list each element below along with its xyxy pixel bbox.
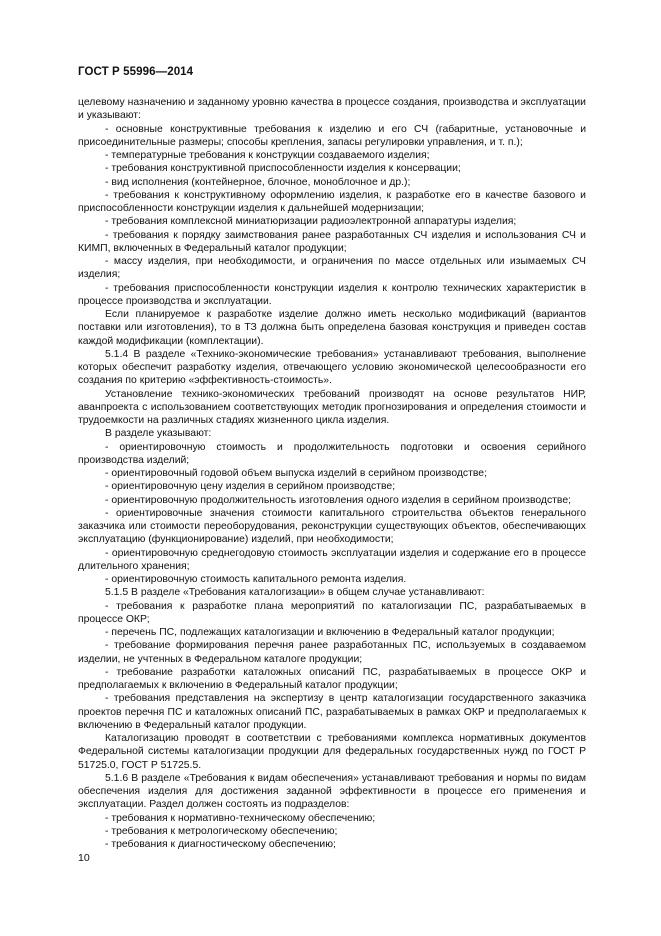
list-item: - требования к нормативно-техническому обеспечению; bbox=[105, 812, 376, 824]
list-item: - ориентировочную стоимость капитального ремонта изделия. bbox=[105, 574, 407, 585]
page-number: 10 bbox=[78, 852, 90, 864]
list-item: - требования к диагностическому обеспечению; bbox=[105, 839, 336, 850]
list-item: - требование разработки каталожных описаний ПС, разрабатываемых в процессе ОКР и предполагаемых к включению в Федеральный каталог продукции; bbox=[78, 666, 586, 691]
list-item: - требования к порядку заимствования ранее разработанных СЧ изделия и использования СЧ и КИМП, включенных в Федеральный каталог продукции; bbox=[78, 229, 586, 254]
list-item: - требования представления на экспертизу в центр каталогизации государственного заказчика проектов перечня ПС и каталожных описаний ПС, разрабатываемых в рамках ОКР и предполагаемых к включению в Федеральный каталог продукции. bbox=[78, 693, 586, 731]
document-header: ГОСТ Р 55996—2014 bbox=[78, 66, 194, 78]
document-body bbox=[78, 96, 586, 851]
list-item: - массу изделия, при необходимости, и ограничения по массе отдельных или изымаемых СЧ изделия; bbox=[78, 256, 586, 281]
list-item: - требование формирования перечня ранее разработанных ПС, используемых в создаваемом изделии, не учтенных в Федеральном каталоге продукции; bbox=[78, 640, 586, 665]
list-item: - требования конструктивной приспособленности изделия к консервации; bbox=[105, 163, 461, 175]
list-item: - требования приспособленности конструкции изделия к контролю технических характеристик в процессе производства и эксплуатации. bbox=[78, 282, 586, 307]
list-item: - требования комплексной миниатюризации радиоэлектронной аппаратуры изделия; bbox=[105, 216, 517, 228]
list-item: - ориентировочный годовой объем выпуска изделий в серийном производстве; bbox=[105, 468, 487, 479]
list-item: - требования к разработке плана мероприятий по каталогизации ПС, разрабатываемых в процессе ОКР; bbox=[78, 600, 586, 625]
list-item: - ориентировочную цену изделия в серийном производстве; bbox=[105, 481, 396, 493]
list-item: - требования к метрологическому обеспечению; bbox=[105, 825, 338, 837]
list-item: - ориентировочную стоимость и продолжительность подготовки и освоения серийного производства изделий; bbox=[78, 441, 586, 466]
section-paragraph: 5.1.5 В разделе «Требования каталогизации» в общем случае устанавливают: bbox=[105, 587, 485, 599]
paragraph: целевому назначению и заданному уровню качества в процессе создания, производства и эксплуатации и указывают: bbox=[78, 97, 586, 122]
section-paragraph: 5.1.6 В разделе «Требования к видам обеспечения» устанавливают требования и нормы по видам обеспечения изделия для достижения заданной эффективности в процессе его применения и эксплуатации. Раздел должен состоять из подразделов: bbox=[78, 772, 586, 811]
list-item: - требования к конструктивному оформлению изделия, к разработке его в качестве базового и приспособленности конструкции изделия к дальнейшей модернизации; bbox=[78, 189, 586, 214]
section-paragraph: 5.1.4 В разделе «Технико-экономические требования» устанавливают требования, выполнение которых обеспечит разработку изделия, отвечающего условию экономической целесообразности его создания по критерию «эффективность-стоимость». bbox=[78, 348, 586, 387]
list-item: - перечень ПС, подлежащих каталогизации и включению в Федеральный каталог продукции; bbox=[105, 627, 555, 638]
list-item: - ориентировочные значения стоимости капитального строительства объектов генерального заказчика или стоимости переоборудования, реконструкции существующих объектов, обеспечивающих эксплуатацию (функционирование) изделий, при необходимости; bbox=[78, 507, 586, 546]
list-item: - ориентировочную среднегодовую стоимость эксплуатации изделия и содержание его в процессе длительного хранения; bbox=[78, 547, 586, 572]
paragraph: Если планируемое к разработке изделие должно иметь несколько модификаций (вариантов поставки или изготовления), то в ТЗ должна быть определена базовая конструкция и приведен состав каждой модификации (комплектации). bbox=[78, 309, 586, 347]
list-item: - вид исполнения (контейнерное, блочное, моноблочное и др.); bbox=[105, 176, 411, 188]
paragraph: Установление технико-экономических требований производят на основе результатов НИР, аванпроекта с использованием соответствующих методик прогнозирования и определения стоимости и трудоемкости на различных стадиях жизненного цикла изделия. bbox=[78, 388, 586, 426]
list-item: - основные конструктивные требования к изделию и его СЧ (габаритные, установочные и присоединительные размеры; способы крепления, запасы регулировки управления, и т. п.); bbox=[78, 123, 586, 148]
paragraph: Каталогизацию проводят в соответствии с требованиями комплекса нормативных документов Федеральной системы каталогизации продукции для федеральных государственных нужд по ГОСТ Р 51725.0, ГОСТ Р 51725.5. bbox=[78, 733, 586, 771]
paragraph: В разделе указывают: bbox=[105, 428, 212, 440]
list-item: - ориентировочную продолжительность изготовления одного изделия в серийном производстве; bbox=[105, 494, 571, 506]
list-item: - температурные требования к конструкции создаваемого изделия; bbox=[105, 150, 430, 161]
